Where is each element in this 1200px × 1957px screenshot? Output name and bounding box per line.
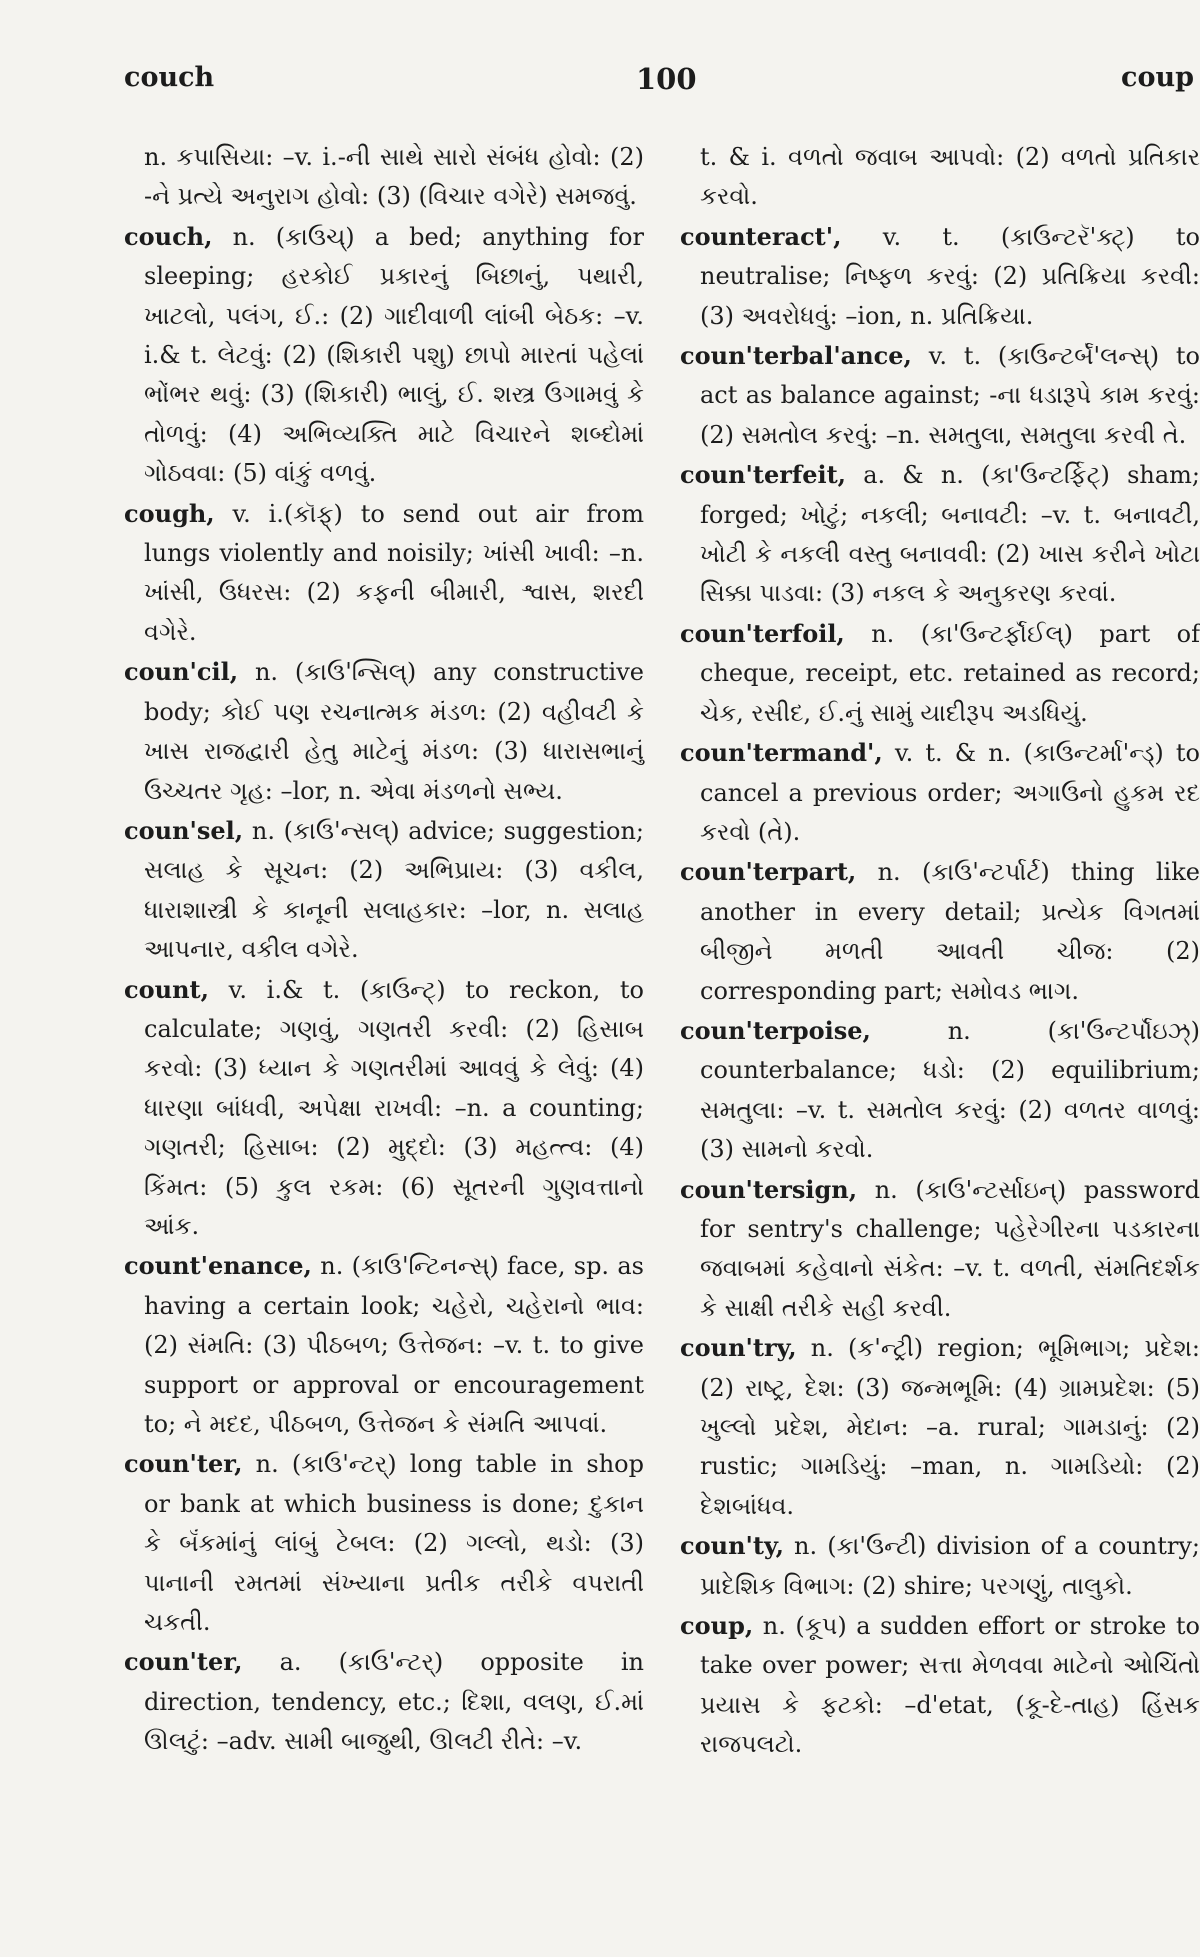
entry-definition: a. (કાઉ'ન્ટર્) opposite in direction, tendency, etc.; દિશા, વલણ, ઈ.માં ઊલટું: –adv. સામી બાજુથી, ઊલટી રીતે: –v. [144,1648,644,1756]
dictionary-entry [680,1328,1200,1526]
entry-headword: counteract', [680,221,842,251]
entry-definition: n. (કાઉ'ન્સિલ્) any constructive body; કોઈ પણ રચનાત્મક મંડળ: (2) વહીવટી કે ખાસ રાજદ્વારી હેતુ માટેનું મંડળ: (3) ધારાસભાનું ઉચ્ચતર ગૃહ: –lor, n. એવા મંડળનો સભ્ય. [144,658,644,805]
entry-headword: coun'try, [680,1333,797,1363]
dictionary-entry [680,1170,1200,1329]
entry-definition: a. & n. (કા'ઉન્ટર્ફિટ્) sham; forged; ખોટું; નકલી; બનાવટી: –v. t. બનાવટી, ખોટી કે નકલી વસ્તુ બનાવવી: (2) ખાસ કરીને ખોટા સિક્કા પાડવા: (3) નકલ કે અનુકરણ કરવાં. [700,461,1200,608]
entry-definition: n. (કૂપ) a sudden effort or stroke to take over power; સત્તા મેળવવા માટેનો ઓચિંતો પ્રયાસ કે ફટકો: –d'etat, (કૂ-દે-તાહ) હિંસક રાજપલટો. [700,1612,1200,1759]
entry-headword: coun'termand', [680,738,883,768]
dictionary-entry [680,336,1200,455]
dictionary-entry [680,1011,1200,1170]
dictionary-entry [124,138,644,217]
right-guide-word: coup [1121,62,1194,93]
entry-headword: coun'terpart, [680,857,857,887]
entry-definition: v. i.(કૉફ્) to send out air from lungs violently and noisily; ખાંસી ખાવી: –n. ખાંસી, ઉધરસ: (2) કફની બીમારી, શ્વાસ, શરદી વગેરે. [144,499,644,646]
dictionary-entry [124,1642,644,1761]
entry-definition: n. (કા'ઉન્ટર્ફૉઈલ્) part of cheque, receipt, etc. retained as record; ચેક, રસીદ, ઈ.નું સામું યાદીરૂપ અડધિયું. [700,619,1200,727]
entry-headword: coun'terpoise, [680,1015,871,1045]
dictionary-entry [680,733,1200,852]
entry-definition: n. (કાઉ'ન્ટિનન્સ્) face, sp. as having a certain look; ચહેરો, ચહેરાનો ભાવ: (2) સંમતિ: (3) પીઠબળ; ઉત્તેજન: –v. t. to give support or approval or encouragement to; ને મદદ, પીઠબળ, ઉત્તેજન કે સંમતિ આપવાં. [144,1252,644,1438]
dictionary-entry [680,1526,1200,1606]
entry-headword: cough, [124,498,215,528]
entry-definition: n. (કા'ઉન્ટર્પૉઇઝ્) counterbalance; ધડો: (2) equilibrium; સમતુલા: –v. t. સમતોલ કરવું: (2) વળતર વાળવું: (3) સામનો કરવો. [700,1016,1200,1164]
dictionary-entry [124,217,644,494]
entry-definition: n. (કાઉ'ન્સલ્) advice; suggestion; સલાહ કે સૂચન: (2) અભિપ્રાય: (3) વકીલ, ધારાશાસ્ત્રી કે કાનૂની સલાહકાર: –lor, n. સલાહ આપનાર, વકીલ વગેરે. [144,816,644,964]
entry-definition: t. & i. વળતો જવાબ આપવો: (2) વળતો પ્રતિકાર કરવો. [700,143,1200,211]
dictionary-entry [680,1606,1200,1765]
entry-definition: v. t. & n. (કાઉન્ટર્મા'ન્ડ્) to cancel a previous order; અગાઉનો હુકમ રદ કરવો (તે). [700,739,1200,846]
entry-definition: n. (કાઉ'ન્ટર્) long table in shop or bank at which business is done; દુકાન કે બૅંકમાંનું લાંબું ટેબલ: (2) ગલ્લો, થડો: (3) પાનાની રમતમાં સંખ્યાના પ્રતીક તરીકે વપરાતી ચકતી. [144,1450,644,1637]
dictionary-entry [680,614,1200,733]
entry-headword: count'enance, [124,1251,312,1281]
entry-headword: coun'terbal'ance, [680,341,912,371]
dictionary-entry [680,852,1200,1011]
dictionary-entry [124,1444,644,1642]
page-header [124,62,1200,102]
entry-headword: coun'cil, [124,657,239,687]
dictionary-entry [124,652,644,811]
entry-definition: n. (ક'ન્ટ્રી) region; ભૂમિભાગ; પ્રદેશ: (2) રાષ્ટ્ર, દેશ: (3) જન્મભૂમિ: (4) ગ્રામપ્રદેશ: (5) ખુલ્લો પ્રદેશ, મેદાન: –a. rural; ગામડાનું: (2) rustic; ગામડિયું: –man, n. ગામડિયો: (2) દેશબાંધવ. [700,1334,1200,1520]
entry-headword: coup, [680,1611,754,1641]
dictionary-entry [124,811,644,970]
dictionary-entry [680,455,1200,614]
right-column [680,138,1200,1765]
entry-definition: n. (કાઉ'ન્ટર્પાર્ટ) thing like another in every detail; પ્રત્યેક વિગતમાં બીજીને મળતી આવતી ચીજ: (2) corresponding part; સમોવડ ભાગ. [700,858,1200,1005]
entry-headword: coun'ter, [124,1647,243,1677]
entry-definition: n. (કાઉ'ન્ટર્સાઇન્) password for sentry's challenge; પહેરેગીરના પડકારના જવાબમાં કહેવાનો સંકેત: –v. t. વળતી, સંમતિદર્શક કે સાક્ષી તરીકે સહી કરવી. [700,1175,1200,1322]
entry-headword: coun'ter, [124,1449,243,1479]
dictionary-entry [680,217,1200,336]
left-column [124,138,644,1762]
entry-definition: v. i.& t. (કાઉન્ટ્) to reckon, to calculate; ગણવું, ગણતરી કરવી: (2) હિસાબ કરવો: (3) ધ્યાન કે ગણતરીમાં આવવું કે લેવું: (4) ધારણા બાંધવી, અપેક્ષા રાખવી: –n. a counting; ગણતરી; હિસાબ: (2) મુદ્દો: (3) મહત્ત્વ: (4) કિંમત: (5) કુલ રકમ: (6) સૂતરની ગુણવત્તાનો આંક. [144,975,644,1240]
entry-headword: count, [124,974,209,1004]
entry-headword: coun'ty, [680,1531,784,1561]
entry-headword: coun'terfoil, [680,618,845,648]
entry-headword: coun'sel, [124,815,244,845]
entry-headword: couch, [124,221,213,251]
entry-definition: n. (કા'ઉન્ટી) division of a country; પ્રાદેશિક વિભાગ: (2) shire; પરગણું, તાલુકો. [700,1532,1200,1600]
entry-definition: v. t. (કાઉન્ટરૅ'ક્ટ્) to neutralise; નિષ્ફળ કરવું: (2) પ્રતિક્રિયા કરવી: (3) અવરોધવું: –ion, n. પ્રતિક્રિયા. [700,222,1200,330]
dictionary-entry [680,138,1200,217]
left-guide-word: couch [124,62,215,93]
entry-definition: v. t. (કાઉન્ટર્બૅ'લન્સ્) to act as balance against; -ના ધડારૂપે કામ કરવું: (2) સમતોલ કરવું: –n. સમતુલા, સમતુલા કરવી તે. [700,342,1200,449]
dictionary-entry [124,1246,644,1444]
entry-headword: coun'tersign, [680,1174,858,1204]
dictionary-entry [124,494,644,653]
dictionary-entry [124,970,644,1247]
entry-headword: coun'terfeit, [680,460,847,490]
page-number: 100 [636,62,697,96]
entry-definition: n. (કાઉચ્) a bed; anything for sleeping; હરકોઈ પ્રકારનું બિછાનું, પથારી, ખાટલો, પલંગ, ઈ.: (2) ગાદીવાળી લાંબી બેઠક: –v. i.& t. લેટવું: (2) (શિકારી પશુ) છાપો મારતાં પહેલાં ભોંભર થવું: (3) (શિકારી) ભાલું, ઈ. શસ્ત્ર ઉગામવું કે તોળવું: (4) અભિવ્યક્તિ માટે વિચારને શબ્દોમાં ગોઠવવા: (5) વાંકું વળવું. [144,222,644,488]
entry-definition: n. કપાસિયા: –v. i.-ની સાથે સારો સંબંધ હોવો: (2) -ને પ્રત્યે અનુરાગ હોવો: (3) (વિચાર વગેરે) સમજવું. [144,143,644,211]
